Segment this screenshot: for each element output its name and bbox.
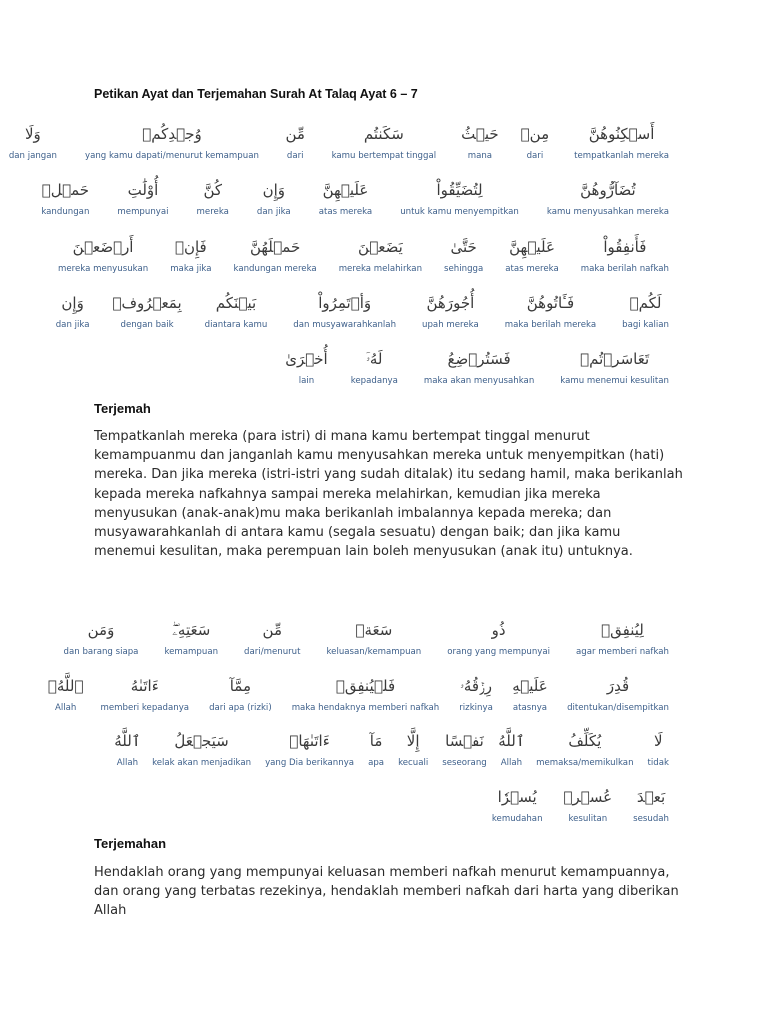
ayat7-row [48, 664, 672, 714]
word-pair [498, 719, 525, 769]
word-pair [533, 719, 636, 769]
word-pair [578, 225, 672, 275]
word-pair [324, 608, 425, 658]
word-meaning: kecuali [398, 758, 429, 768]
word-pair [231, 225, 320, 275]
arabic-word: ءَاتَىٰهَاۚ [289, 732, 330, 750]
arabic-word: ءَاتَىٰهُ [130, 677, 159, 695]
arabic-word: أَرۡضَعۡنَ [72, 238, 134, 256]
word-pair [113, 281, 182, 331]
word-pair [630, 775, 672, 825]
word-pair [194, 168, 232, 218]
arabic-word: سَيَجۡعَلُ [174, 732, 229, 750]
arabic-word: وَإِن [262, 181, 286, 199]
word-meaning: yang Dia berikannya [265, 758, 355, 768]
arabic-word: إِلَّا [406, 732, 420, 750]
ayat6-row [285, 337, 672, 387]
word-meaning: kesulitan [568, 814, 608, 824]
word-meaning: kandungan mereka [233, 264, 317, 274]
word-meaning: diantara kamu [204, 320, 268, 330]
word-meaning: dari [526, 151, 544, 161]
arabic-word: بِمَعۡرُوفٖ [112, 294, 182, 312]
word-pair [6, 112, 60, 162]
word-meaning: atasnya [512, 703, 548, 713]
arabic-word: رِزۡقُهُۥ [460, 677, 492, 695]
word-pair [544, 168, 672, 218]
word-pair [571, 112, 672, 162]
word-meaning: tidak [647, 758, 669, 768]
ayat6-row [6, 112, 672, 162]
arabic-word: مَآ [369, 732, 383, 750]
arabic-word: مِّن [285, 125, 305, 143]
word-pair [38, 168, 92, 218]
word-meaning: memberi kepadanya [100, 703, 190, 713]
word-meaning: mana [467, 151, 493, 161]
word-pair [97, 664, 192, 714]
word-meaning: tempatkanlah mereka [574, 151, 669, 161]
arabic-word: حَتَّىٰ [450, 238, 477, 256]
word-meaning: kemudahan [491, 814, 543, 824]
word-pair [489, 775, 546, 825]
arabic-word: عَلَيۡهِ [512, 677, 548, 695]
word-meaning: maka berilah mereka [504, 320, 597, 330]
word-pair [329, 112, 440, 162]
ayat6-translation-text: Tempatkanlah mereka (para istri) di mana kamu bertempat tinggal menurut kemampuanmu dan janganlah kamu menyusahkan mereka untuk menyempitkan (hati) mereka. Dan jika mereka (istri-istri yang sudah ditalak) itu sedang hamil, maka berikanlah kepada mereka nafkahnya sampai mereka melahirkan, kemudian jika mereka menyusukan (anak-anak)mu maka berikanlah imbalannya kepada mereka; dan musyawarahkanlah di antara kamu (segala sesuatu) dengan baik; dan jika kamu menemui kesulitan, maka perempuan lain boleh menyusukan (anak itu) untuknya. [94, 429, 683, 560]
ayat7-row [489, 775, 672, 825]
word-meaning: mempunyai [117, 207, 169, 217]
word-pair [444, 608, 553, 658]
word-pair [262, 719, 357, 769]
word-pair [254, 168, 294, 218]
word-meaning: dan jangan [8, 151, 57, 161]
ayat7-translation-heading: Terjemahan [94, 836, 167, 851]
word-pair [456, 664, 496, 714]
ayat7-translation-text: Hendaklah orang yang mempunyai keluasan memberi nafkah menurut kemampuannya, dan orang yang terbatas rezekinya, hendaklah memberi nafkah dari harta yang diberikan Allah [94, 865, 679, 919]
arabic-word: يَضَعۡنَ [357, 238, 403, 256]
word-pair [348, 337, 401, 387]
arabic-word: بَيۡنَكُم [215, 294, 257, 312]
arabic-word: ٱللَّهُ [498, 732, 525, 750]
word-meaning: maka akan menyusahkan [423, 376, 535, 386]
ayat6-translation-heading: Terjemah [94, 401, 151, 416]
word-pair [521, 112, 549, 162]
word-meaning: memaksa/memikulkan [536, 758, 634, 768]
word-meaning: Allah [54, 703, 77, 713]
arabic-word: نَفۡسًا [445, 732, 484, 750]
word-meaning: rizkinya [459, 703, 493, 713]
word-pair [284, 112, 307, 162]
word-pair [61, 608, 142, 658]
word-pair [397, 168, 522, 218]
word-pair [48, 664, 84, 714]
arabic-word: يُكَلِّفُ [568, 732, 602, 750]
arabic-word: كُنَّ [203, 181, 222, 199]
word-pair [564, 664, 672, 714]
word-meaning: agar memberi nafkah [576, 647, 669, 657]
word-meaning: apa [368, 758, 385, 768]
ayat7-row [114, 719, 672, 769]
word-meaning: lain [298, 376, 315, 386]
ayat6-row [38, 168, 672, 218]
word-meaning: mereka [196, 207, 229, 217]
arabic-word: تَعَاسَرۡتُمۡ [580, 350, 650, 368]
word-pair [82, 112, 262, 162]
word-meaning: dan barang siapa [63, 647, 139, 657]
arabic-word: فَسَتُرۡضِعُ [447, 350, 511, 368]
word-meaning: keluasan/kemampuan [326, 647, 422, 657]
arabic-word: وَأۡتَمِرُواْ [318, 294, 372, 312]
arabic-word: مِمَّآ [229, 677, 252, 695]
ayat7-row [61, 608, 672, 658]
arabic-word: سَعَةٖ [355, 621, 393, 639]
arabic-word: لَكُمۡ [629, 294, 662, 312]
word-meaning: kamu menemui kesulitan [560, 376, 669, 386]
ayat6-row [55, 225, 672, 275]
arabic-word: أُخۡرَىٰ [285, 350, 328, 368]
arabic-word: لَهُۥٓ [366, 350, 383, 368]
word-meaning: maka hendaknya memberi nafkah [291, 703, 440, 713]
word-meaning: kelak akan menjadikan [152, 758, 252, 768]
word-pair [149, 719, 254, 769]
word-pair [502, 281, 599, 331]
word-meaning: kemampuan [164, 647, 219, 657]
word-pair [285, 337, 327, 387]
word-meaning: yang kamu dapati/menurut kemampuan [84, 151, 259, 161]
arabic-word: ٱللَّهُ [114, 732, 141, 750]
page-title: Petikan Ayat dan Terjemahan Surah At Talaq Ayat 6 – 7 [94, 87, 418, 101]
word-pair [55, 225, 151, 275]
word-pair [419, 281, 482, 331]
word-pair [645, 719, 672, 769]
word-pair [289, 664, 443, 714]
word-meaning: kamu menyusahkan mereka [546, 207, 669, 217]
word-pair [114, 719, 141, 769]
arabic-word: لِتُضَيِّقُواْ [436, 181, 483, 199]
arabic-word: فَـَٔاتُوهُنَّ [526, 294, 575, 312]
arabic-word: أُوْلَٰتِ [127, 181, 159, 199]
word-pair [336, 225, 425, 275]
arabic-word: فَإِنۡ [174, 238, 207, 256]
word-pair [502, 225, 562, 275]
arabic-word: ٱللَّهُۚ [47, 677, 84, 695]
arabic-word: فَأَنفِقُواْ [603, 238, 647, 256]
arabic-word: وُجۡدِكُمۡ [142, 125, 202, 143]
word-pair [202, 281, 271, 331]
arabic-word: سَكَنتُم [363, 125, 404, 143]
word-meaning: dari apa (rizki) [209, 703, 272, 713]
arabic-word: وَإِن [61, 294, 84, 312]
word-pair [421, 337, 537, 387]
arabic-word: بَعۡدَ [636, 788, 666, 806]
arabic-word: أَسۡكِنُوهُنَّ [588, 125, 655, 143]
arabic-word: لِيُنفِقۡ [601, 621, 644, 639]
word-meaning: atas mereka [505, 264, 559, 274]
arabic-word: أُجُورَهُنَّ [426, 294, 475, 312]
word-meaning: dengan baik [120, 320, 174, 330]
word-meaning: upah mereka [422, 320, 479, 330]
arabic-word: وَلَا [24, 125, 41, 143]
word-pair [441, 225, 486, 275]
word-meaning: sesudah [633, 814, 669, 824]
word-meaning: ditentukan/disempitkan [567, 703, 669, 713]
arabic-word: ذُو [491, 621, 506, 639]
word-pair [167, 225, 214, 275]
word-meaning: kandungan [41, 207, 90, 217]
word-pair [461, 112, 499, 162]
word-pair [241, 608, 303, 658]
ayat6-row [53, 281, 672, 331]
word-pair [439, 719, 490, 769]
arabic-word: حَمۡلٖ [41, 181, 90, 199]
word-pair [161, 608, 221, 658]
word-pair [557, 337, 672, 387]
arabic-word: لَا [653, 732, 663, 750]
word-meaning: dari [286, 151, 304, 161]
word-pair [316, 168, 376, 218]
word-meaning: Allah [116, 758, 139, 768]
word-pair [573, 608, 672, 658]
word-meaning: maka jika [170, 264, 212, 274]
arabic-word: عَلَيۡهِنَّ [509, 238, 555, 256]
word-pair [619, 281, 672, 331]
word-meaning: orang yang mempunyai [447, 647, 551, 657]
arabic-word: حَمۡلَهُنَّ [249, 238, 301, 256]
word-meaning: mereka melahirkan [338, 264, 423, 274]
word-meaning: seseorang [442, 758, 487, 768]
arabic-word: سَعَتِهِۦۖ [172, 621, 211, 639]
word-pair [365, 719, 387, 769]
word-meaning: maka berilah nafkah [580, 264, 669, 274]
word-meaning: dan jika [55, 320, 90, 330]
word-meaning: dari/menurut [244, 647, 301, 657]
word-pair [510, 664, 550, 714]
arabic-word: يُسۡرٗا [497, 788, 537, 806]
word-pair [114, 168, 171, 218]
arabic-word: فَلۡيُنفِقۡ [335, 677, 396, 695]
word-meaning: dan musyawarahkanlah [293, 320, 397, 330]
word-pair [53, 281, 93, 331]
arabic-word: مِّن [262, 621, 282, 639]
word-meaning: Allah [500, 758, 523, 768]
arabic-word: عُسۡرٖ [563, 788, 613, 806]
word-meaning: bagi kalian [622, 320, 669, 330]
arabic-word: حَيۡثُ [461, 125, 499, 143]
word-pair [395, 719, 431, 769]
word-meaning: sehingga [444, 264, 484, 274]
word-meaning: mereka menyusukan [57, 264, 149, 274]
word-pair [564, 775, 613, 825]
arabic-word: وَمَن [87, 621, 115, 639]
arabic-word: تُضَآرُّوهُنَّ [580, 181, 636, 199]
word-meaning: kepadanya [350, 376, 398, 386]
word-meaning: dan jika [256, 207, 291, 217]
arabic-word: قُدِرَ [606, 677, 630, 695]
word-meaning: atas mereka [318, 207, 373, 217]
word-pair [290, 281, 399, 331]
word-meaning: kamu bertempat tinggal [331, 151, 437, 161]
arabic-word: مِنۡ [520, 125, 550, 143]
word-pair [206, 664, 275, 714]
arabic-word: عَلَيۡهِنَّ [322, 181, 369, 199]
word-meaning: untuk kamu menyempitkan [400, 207, 519, 217]
